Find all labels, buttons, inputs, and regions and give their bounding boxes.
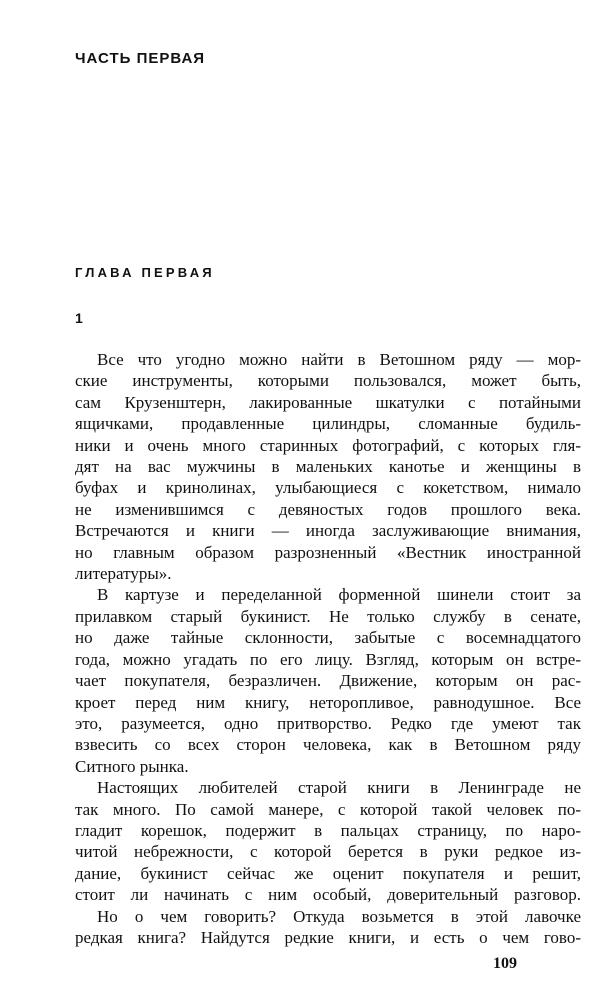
section-number: 1 [75, 310, 83, 326]
text-line: ящичками, продавленные цилиндры, сломанные будиль- [75, 414, 581, 434]
text-line: гладит корешок, подержит в пальцах страницу, по наро- [75, 820, 581, 840]
text-line: чает покупателя, безразличен. Движение, которым он рас- [75, 671, 581, 691]
body-text [75, 349, 581, 948]
text-line: не изменившимся с девяностых годов прошлого века. [75, 499, 581, 519]
text-line: Встречаются и книги — иногда заслуживающие внимания, [75, 521, 581, 541]
text-line: так много. По самой манере, с которой такой человек по- [75, 799, 581, 819]
text-line: редкая книга? Найдутся редкие книги, и есть о чем гово- [75, 927, 581, 947]
text-line: ники и очень много старинных фотографий, с которых гля- [75, 435, 581, 455]
text-line: это, разумеется, одно притворство. Редко где умеют так [75, 713, 581, 733]
text-line: Ситного рынка. [75, 756, 189, 776]
text-line: но даже тайные склонности, забытые с восемнадцатого [75, 628, 581, 648]
text-line: Все что угодно можно найти в Ветошном ряду — мор- [97, 350, 581, 369]
text-line: сам Крузенштерн, лакированные шкатулки с потайными [75, 392, 581, 412]
text-line: В картузе и переделанной форменной шинели стоит за [97, 585, 581, 605]
text-line: но главным образом разрозненный «Вестник иностранной [75, 542, 581, 562]
text-line: дят на вас мужчины в маленьких канотье и женщины в [75, 457, 581, 477]
text-line: ские инструменты, которыми пользовался, может быть, [75, 371, 581, 391]
text-line: читой небрежности, с которой берется в руки редкое из- [75, 842, 581, 862]
text-line: литературы». [75, 564, 172, 584]
text-line: Настоящих любителей старой книги в Ленинграде не [97, 778, 581, 798]
part-title: ЧАСТЬ ПЕРВАЯ [75, 50, 206, 67]
page-number: 109 [493, 955, 517, 972]
text-line: взвесить со всех сторон человека, как в Ветошном ряду [75, 735, 581, 755]
text-line: прилавком старый букинист. Не только службу в сенате, [75, 606, 581, 626]
text-line: кроет перед ним книгу, неторопливое, равнодушное. Все [75, 692, 581, 712]
text-line: года, можно угадать по его лицу. Взгляд, которым он встре- [75, 649, 581, 669]
text-line: дание, букинист сейчас же оценит покупателя и решит, [75, 863, 581, 883]
text-line: буфах и кринолинах, улыбающиеся с кокетством, нимало [75, 478, 581, 498]
chapter-title: ГЛАВА ПЕРВАЯ [75, 265, 215, 280]
text-line: стоит ли начинать с ним особый, доверительный разговор. [75, 885, 581, 905]
text-line: Но о чем говорить? Откуда возьмется в этой лавочке [97, 906, 581, 926]
